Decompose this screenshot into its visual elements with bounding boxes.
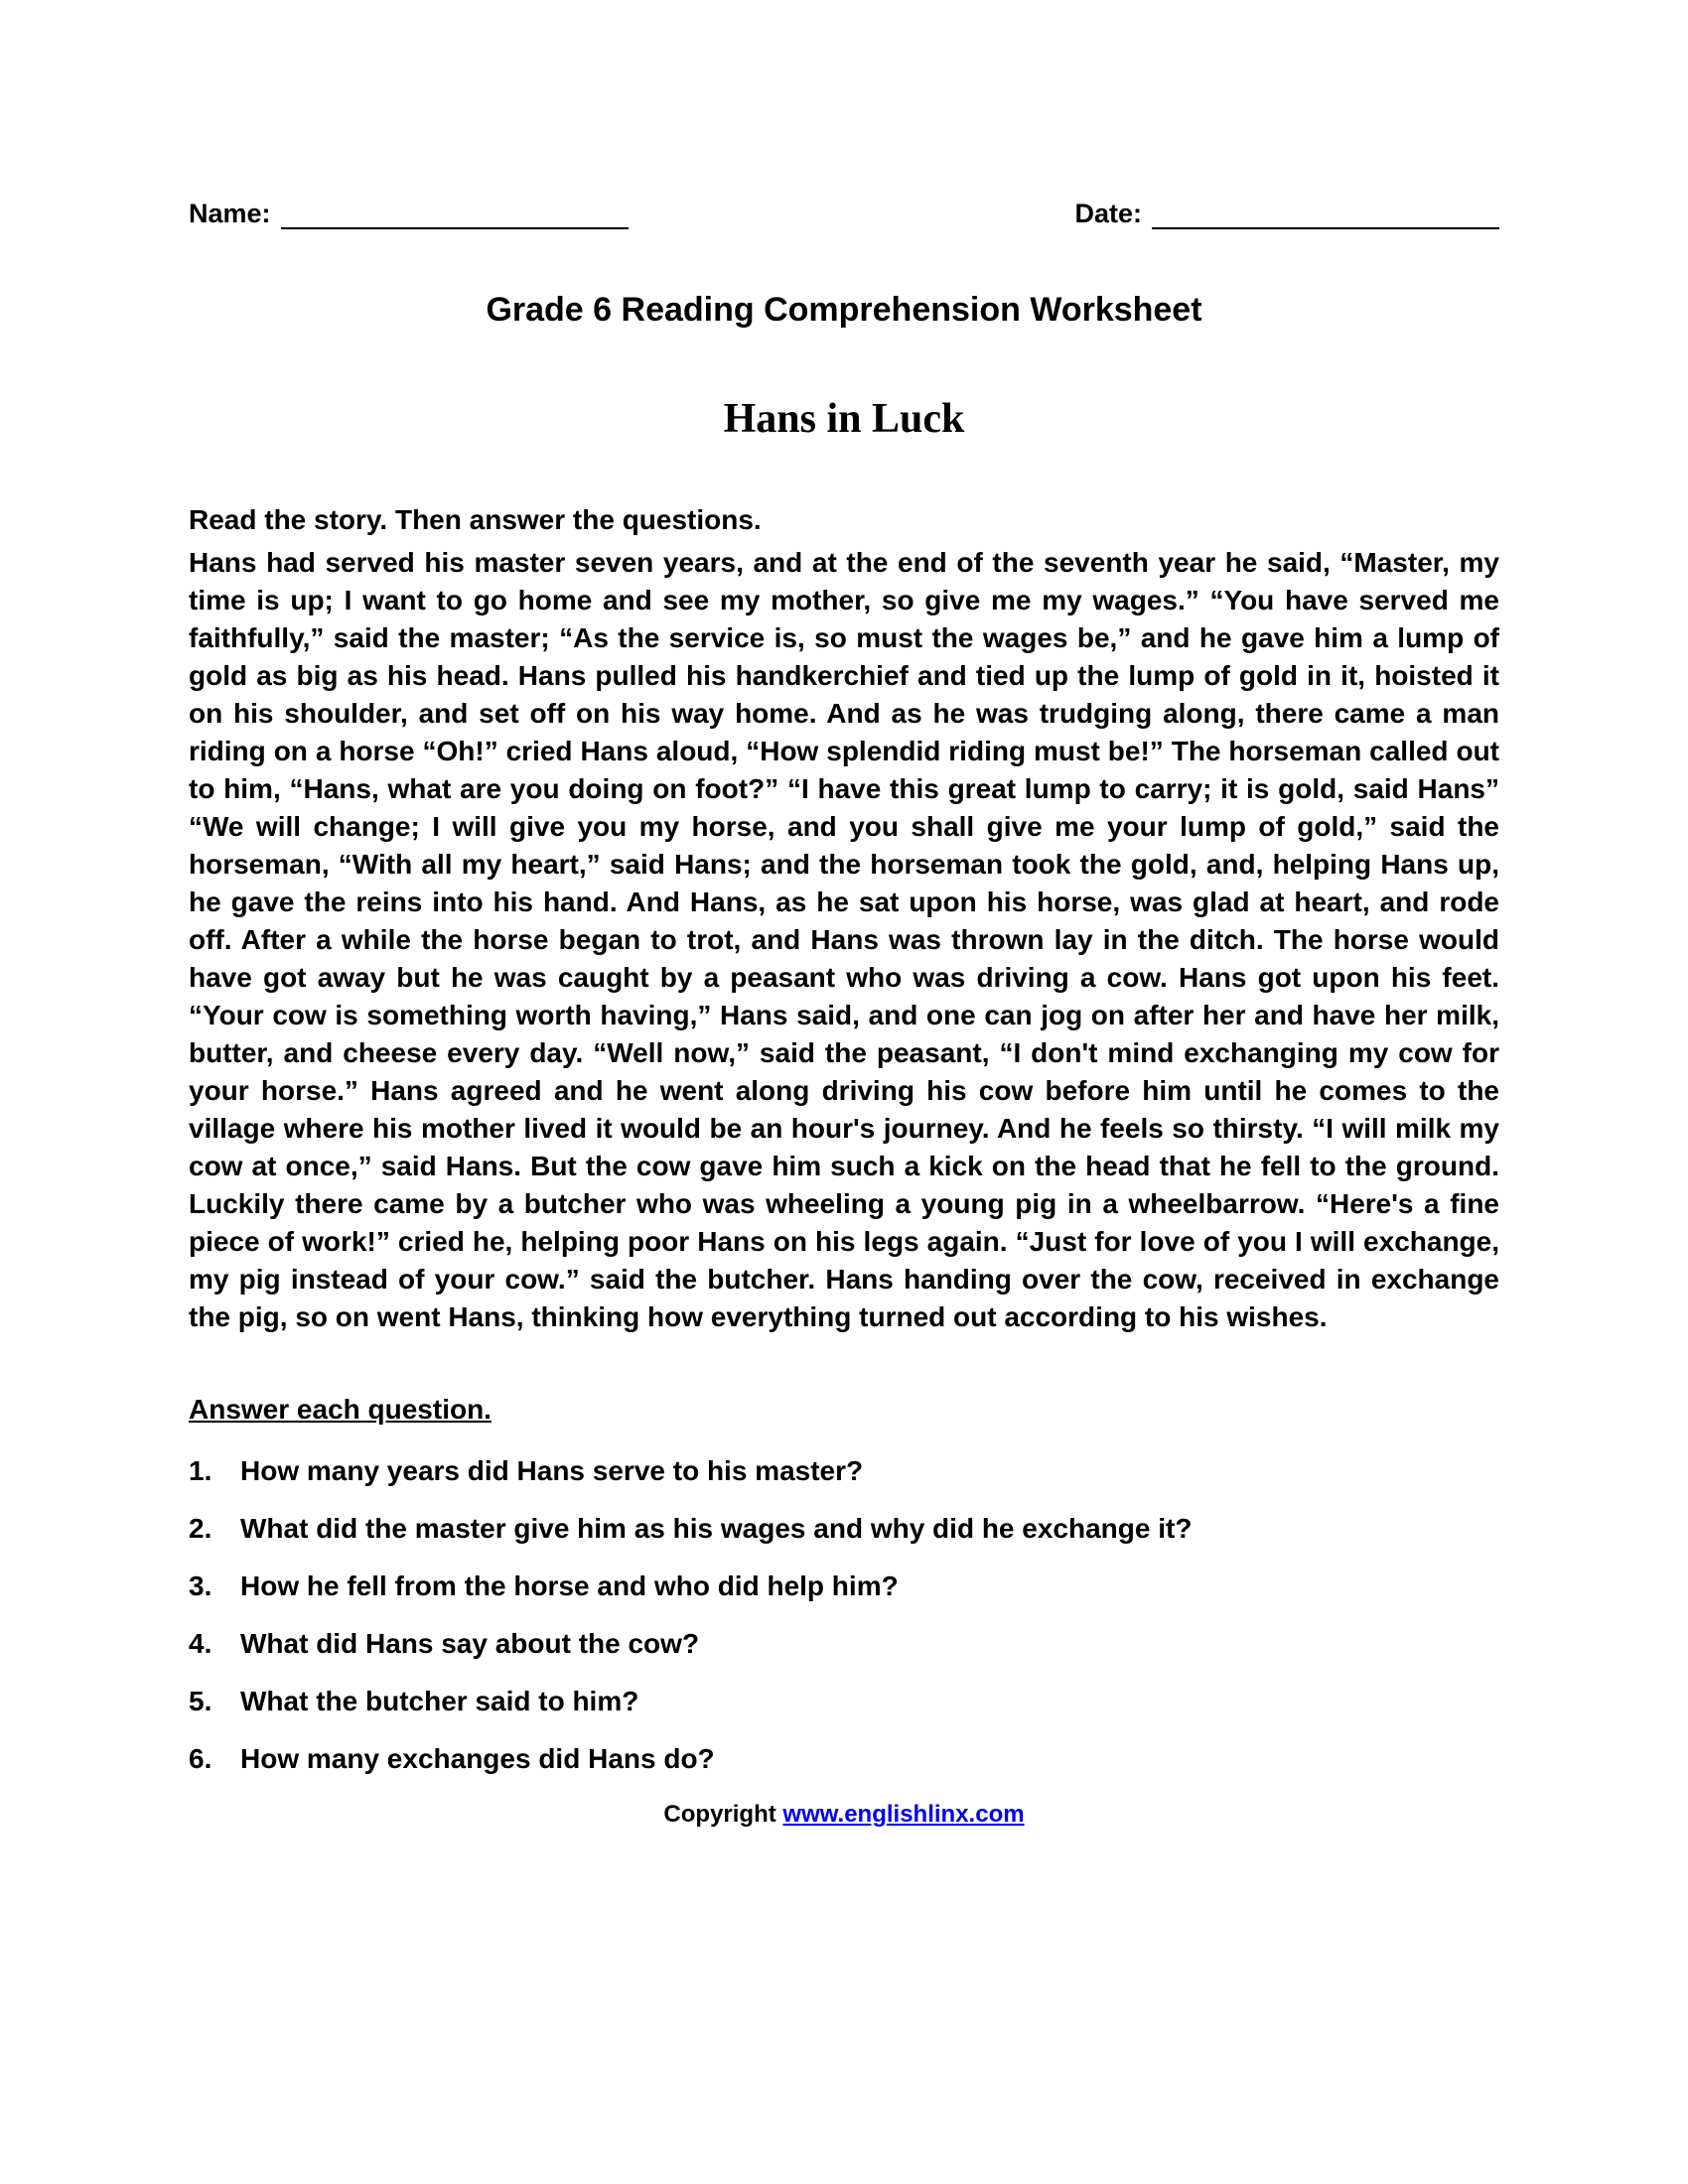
question-text: What did the master give him as his wages and why did he exchange it?	[240, 1513, 1193, 1544]
copyright-line	[189, 1801, 1499, 1829]
question-number: 4.	[189, 1628, 212, 1659]
name-blank[interactable]	[281, 202, 629, 229]
question-number: 2.	[189, 1513, 212, 1544]
question-number: 1.	[189, 1455, 212, 1486]
date-field	[1074, 199, 1499, 229]
question-item	[189, 1455, 1499, 1487]
question-item	[189, 1628, 1499, 1660]
copyright-link[interactable]: www.englishlinx.com	[782, 1801, 1025, 1828]
copyright-text: Copyright	[663, 1801, 783, 1828]
worksheet-heading: Grade 6 Reading Comprehension Worksheet	[486, 291, 1202, 329]
story-title: Hans in Luck	[723, 396, 965, 442]
questions-list	[189, 1455, 1499, 1775]
question-text: How many exchanges did Hans do?	[240, 1743, 715, 1774]
question-text: What did Hans say about the cow?	[240, 1628, 700, 1659]
name-date-row	[189, 199, 1499, 229]
date-blank[interactable]	[1152, 202, 1499, 229]
name-label: Name:	[189, 199, 271, 228]
question-item	[189, 1743, 1499, 1775]
question-item	[189, 1686, 1499, 1717]
answer-heading: Answer each question.	[189, 1394, 492, 1425]
question-number: 3.	[189, 1570, 212, 1601]
story-text: Hans had served his master seven years, and at the end of the seventh year he said, “Master, my time is up; I want to go home and see my mother, so give me my wages.” “You have served me faithfully,” said the master; “As the service is, so must the wages be,” and he gave him a lump of gold as big as his head. Hans pulled his handkerchief and tied up the lump of gold in it, hoisted it on his shoulder, and set off on his way home. And as he was trudging along, there came a man riding on a horse “Oh!” cried Hans aloud, “How splendid riding must be!” The horseman called out to him, “Hans, what are you doing on foot?” “I have this great lump to carry; it is gold, said Hans” “We will change; I will give you my horse, and you shall give me your lump of gold,” said the horseman, “With all my heart,” said Hans; and the horseman took the gold, and, helping Hans up, he gave the reins into his hand. And Hans, as he sat upon his horse, was glad at heart, and rode off. After a while the horse began to trot, and Hans was thrown lay in the ditch. The horse would have got away but he was caught by a peasant who was driving a cow. Hans got upon his feet. “Your cow is something worth having,” Hans said, and one can jog on after her and have her milk, butter, and cheese every day. “Well now,” said the peasant, “I don't mind exchanging my cow for your horse.” Hans agreed and he went along driving his cow before him until he comes to the village where his mother lived it would be an hour's journey. And he feels so thirsty. “I will milk my cow at once,” said Hans. But the cow gave him such a kick on the head that he fell to the ground. Luckily there came by a butcher who was wheeling a young pig in a wheelbarrow. “Here's a fine piece of work!” cried he, helping poor Hans on his legs again. “Just for love of you I will exchange, my pig instead of your cow.” said the butcher. Hans handing over the cow, received in exchange the pig, so on went Hans, thinking how everything turned out according to his wishes.	[189, 547, 1499, 1332]
question-text: How many years did Hans serve to his master?	[240, 1455, 864, 1486]
date-label: Date:	[1074, 199, 1142, 228]
question-item	[189, 1513, 1499, 1545]
question-text: What the butcher said to him?	[240, 1686, 639, 1716]
question-number: 5.	[189, 1686, 212, 1716]
question-text: How he fell from the horse and who did help him?	[240, 1570, 899, 1601]
question-item	[189, 1570, 1499, 1602]
story-instructions: Read the story. Then answer the questions.	[189, 504, 762, 535]
question-number: 6.	[189, 1743, 212, 1774]
name-field	[189, 199, 629, 229]
